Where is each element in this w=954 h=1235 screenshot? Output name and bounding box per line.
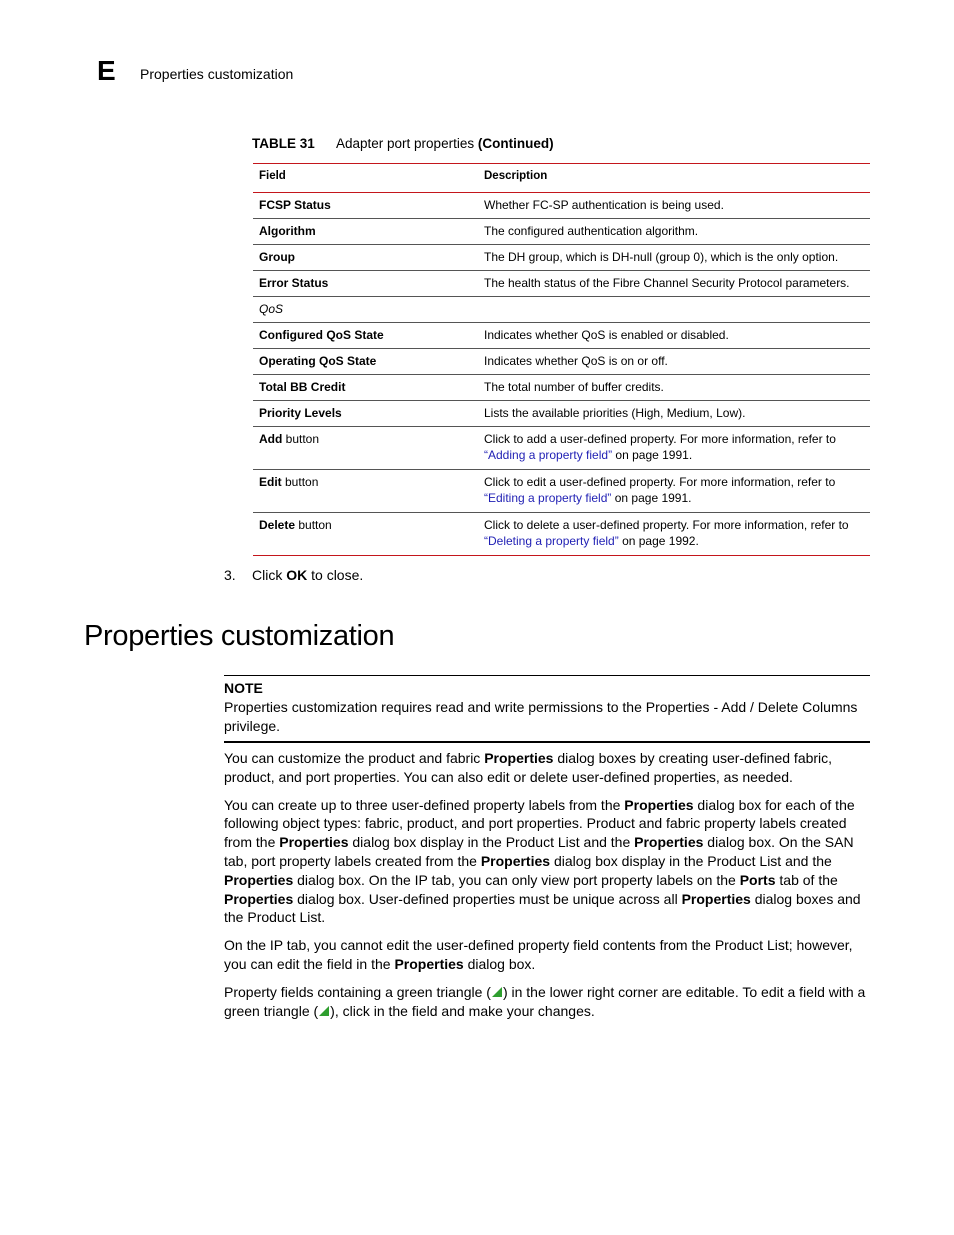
description-cell <box>478 470 870 513</box>
step-number: 3. <box>224 567 236 583</box>
table-title: Adapter port properties <box>336 136 475 151</box>
step-ok-label: OK <box>286 567 308 583</box>
text-run: You can customize the product and fabric <box>224 750 485 766</box>
chapter-letter: E <box>97 55 116 86</box>
table-row <box>253 427 870 470</box>
description-text: Click to edit a user-defined property. For more information, refer to <box>484 475 836 489</box>
empty-cell <box>478 297 870 323</box>
body-paragraph <box>224 749 870 787</box>
text-run: dialog boxes by creating user-defined fabric, product, and port properties. You can also edit or delete user-defined properties, as needed. <box>224 750 833 785</box>
section-heading: Properties customization <box>84 620 395 652</box>
text-run: On the IP tab, you cannot edit the user-defined property field contents from the Product List; however, you can edit the field in the <box>224 937 853 972</box>
field-cell <box>253 427 478 470</box>
text-run: ), click in the field and make your changes. <box>330 1002 595 1019</box>
description-text: Click to add a user-defined property. For more information, refer to <box>484 432 836 446</box>
field-cell <box>253 219 478 245</box>
text-run: dialog boxes and the Product List. <box>224 890 861 926</box>
ui-term: Properties <box>279 834 349 851</box>
table-row <box>253 401 870 427</box>
description-text: Whether FC-SP authentication is being used. <box>484 198 724 212</box>
field-cell <box>253 193 478 219</box>
column-header-field: Field <box>253 164 478 193</box>
table-row <box>253 323 870 349</box>
description-text: Indicates whether QoS is enabled or disabled. <box>484 328 729 342</box>
field-cell <box>253 349 478 375</box>
field-cell <box>253 271 478 297</box>
body-paragraph <box>224 796 870 928</box>
running-header-title: Properties customization <box>140 66 294 82</box>
section-label: QoS <box>253 297 478 323</box>
text-run: dialog box display in the Product List and the <box>348 834 635 851</box>
table-continued: (Continued) <box>474 136 554 151</box>
field-cell <box>253 375 478 401</box>
cross-reference-link[interactable]: “Deleting a property field” <box>484 534 619 548</box>
ui-term: Ports <box>739 871 776 888</box>
page-reference: on page 1991. <box>612 448 693 462</box>
field-name: Error Status <box>259 276 329 290</box>
field-name: Configured QoS State <box>259 328 384 342</box>
description-cell <box>478 401 870 427</box>
table-row <box>253 470 870 513</box>
field-cell <box>253 513 478 556</box>
description-text: The total number of buffer credits. <box>484 380 664 394</box>
description-cell <box>478 193 870 219</box>
field-name: Total BB Credit <box>259 380 346 394</box>
field-name: FCSP Status <box>259 198 331 212</box>
step-text-after: to close. <box>307 567 364 583</box>
ui-term: Properties <box>394 955 464 972</box>
cross-reference-link[interactable]: “Editing a property field” <box>484 491 612 505</box>
field-cell <box>253 323 478 349</box>
text-run: Property fields containing a green triangle ( <box>224 983 491 1000</box>
table-section-row <box>253 297 870 323</box>
field-name: Algorithm <box>259 224 316 238</box>
description-cell <box>478 271 870 297</box>
green-triangle-icon <box>318 1003 330 1019</box>
description-cell <box>478 245 870 271</box>
table-row <box>253 271 870 297</box>
text-run: tab of the <box>775 871 838 888</box>
field-name: Delete <box>259 518 296 532</box>
field-suffix: button <box>282 432 320 446</box>
text-run: dialog box. On the IP tab, you can only view port property labels on the <box>293 871 740 888</box>
table-row <box>253 375 870 401</box>
field-name: Edit <box>259 475 282 489</box>
table-caption <box>252 135 554 153</box>
description-text: Click to delete a user-defined property. For more information, refer to <box>484 518 849 532</box>
field-suffix: button <box>281 475 319 489</box>
green-triangle-icon <box>491 984 503 1000</box>
table-row <box>253 219 870 245</box>
text-run: dialog box display in the Product List and the <box>550 852 832 869</box>
body-text <box>224 749 870 1029</box>
text-run: dialog box. On the SAN tab, port property labels created from the <box>224 834 854 869</box>
table-header-row <box>253 164 870 193</box>
step-text-before: Click <box>252 567 287 583</box>
ui-term: Properties <box>224 871 294 888</box>
ui-term: Properties <box>624 796 694 813</box>
table-row <box>253 193 870 219</box>
description-cell <box>478 219 870 245</box>
description-cell <box>478 513 870 556</box>
field-name: Add <box>259 432 283 446</box>
note-box <box>224 675 870 743</box>
field-cell <box>253 245 478 271</box>
description-cell <box>478 427 870 470</box>
table-row <box>253 513 870 556</box>
ui-term: Properties <box>224 890 294 907</box>
field-name: Operating QoS State <box>259 354 377 368</box>
body-paragraph <box>224 936 870 974</box>
note-text: Properties customization requires read and write permissions to the Properties - Add / Delete Columns privilege. <box>224 699 858 734</box>
description-text: The configured authentication algorithm. <box>484 224 699 238</box>
description-cell <box>478 375 870 401</box>
field-name: Priority Levels <box>259 406 342 420</box>
description-cell <box>478 349 870 375</box>
text-run: ) in the lower right corner are editable. To edit a field with a green triangle ( <box>224 983 866 1019</box>
ui-term: Properties <box>681 890 751 907</box>
field-cell <box>253 401 478 427</box>
procedure-step <box>224 566 363 584</box>
body-paragraph <box>224 983 870 1021</box>
description-text: Indicates whether QoS is on or off. <box>484 354 668 368</box>
text-run: You can create up to three user-defined property labels from the <box>224 796 625 813</box>
field-suffix: button <box>295 518 332 532</box>
ui-term: Properties <box>480 852 551 869</box>
description-text: Lists the available priorities (High, Medium, Low). <box>484 406 746 420</box>
description-cell <box>478 323 870 349</box>
field-name: Group <box>259 250 295 264</box>
description-text: The health status of the Fibre Channel Security Protocol parameters. <box>484 276 850 290</box>
table-row <box>253 245 870 271</box>
adapter-port-properties-table <box>253 163 870 556</box>
cross-reference-link[interactable]: “Adding a property field” <box>484 448 613 462</box>
text-run: dialog box. User-defined properties must be unique across all <box>293 890 682 907</box>
field-cell <box>253 470 478 513</box>
description-text: The DH group, which is DH-null (group 0), which is the only option. <box>484 250 839 264</box>
table-number: TABLE 31 <box>252 136 315 151</box>
note-label: NOTE <box>224 680 263 696</box>
ui-term: Properties <box>484 750 554 766</box>
ui-term: Properties <box>634 834 704 851</box>
table-body <box>253 193 870 556</box>
page-reference: on page 1992. <box>618 534 699 548</box>
text-run: dialog box for each of the following object types: fabric, product, and port properties. Product and fabric property labels created from the <box>224 796 855 851</box>
column-header-description: Description <box>478 164 870 193</box>
text-run: dialog box. <box>463 955 536 972</box>
table-row <box>253 349 870 375</box>
page-reference: on page 1991. <box>611 491 692 505</box>
